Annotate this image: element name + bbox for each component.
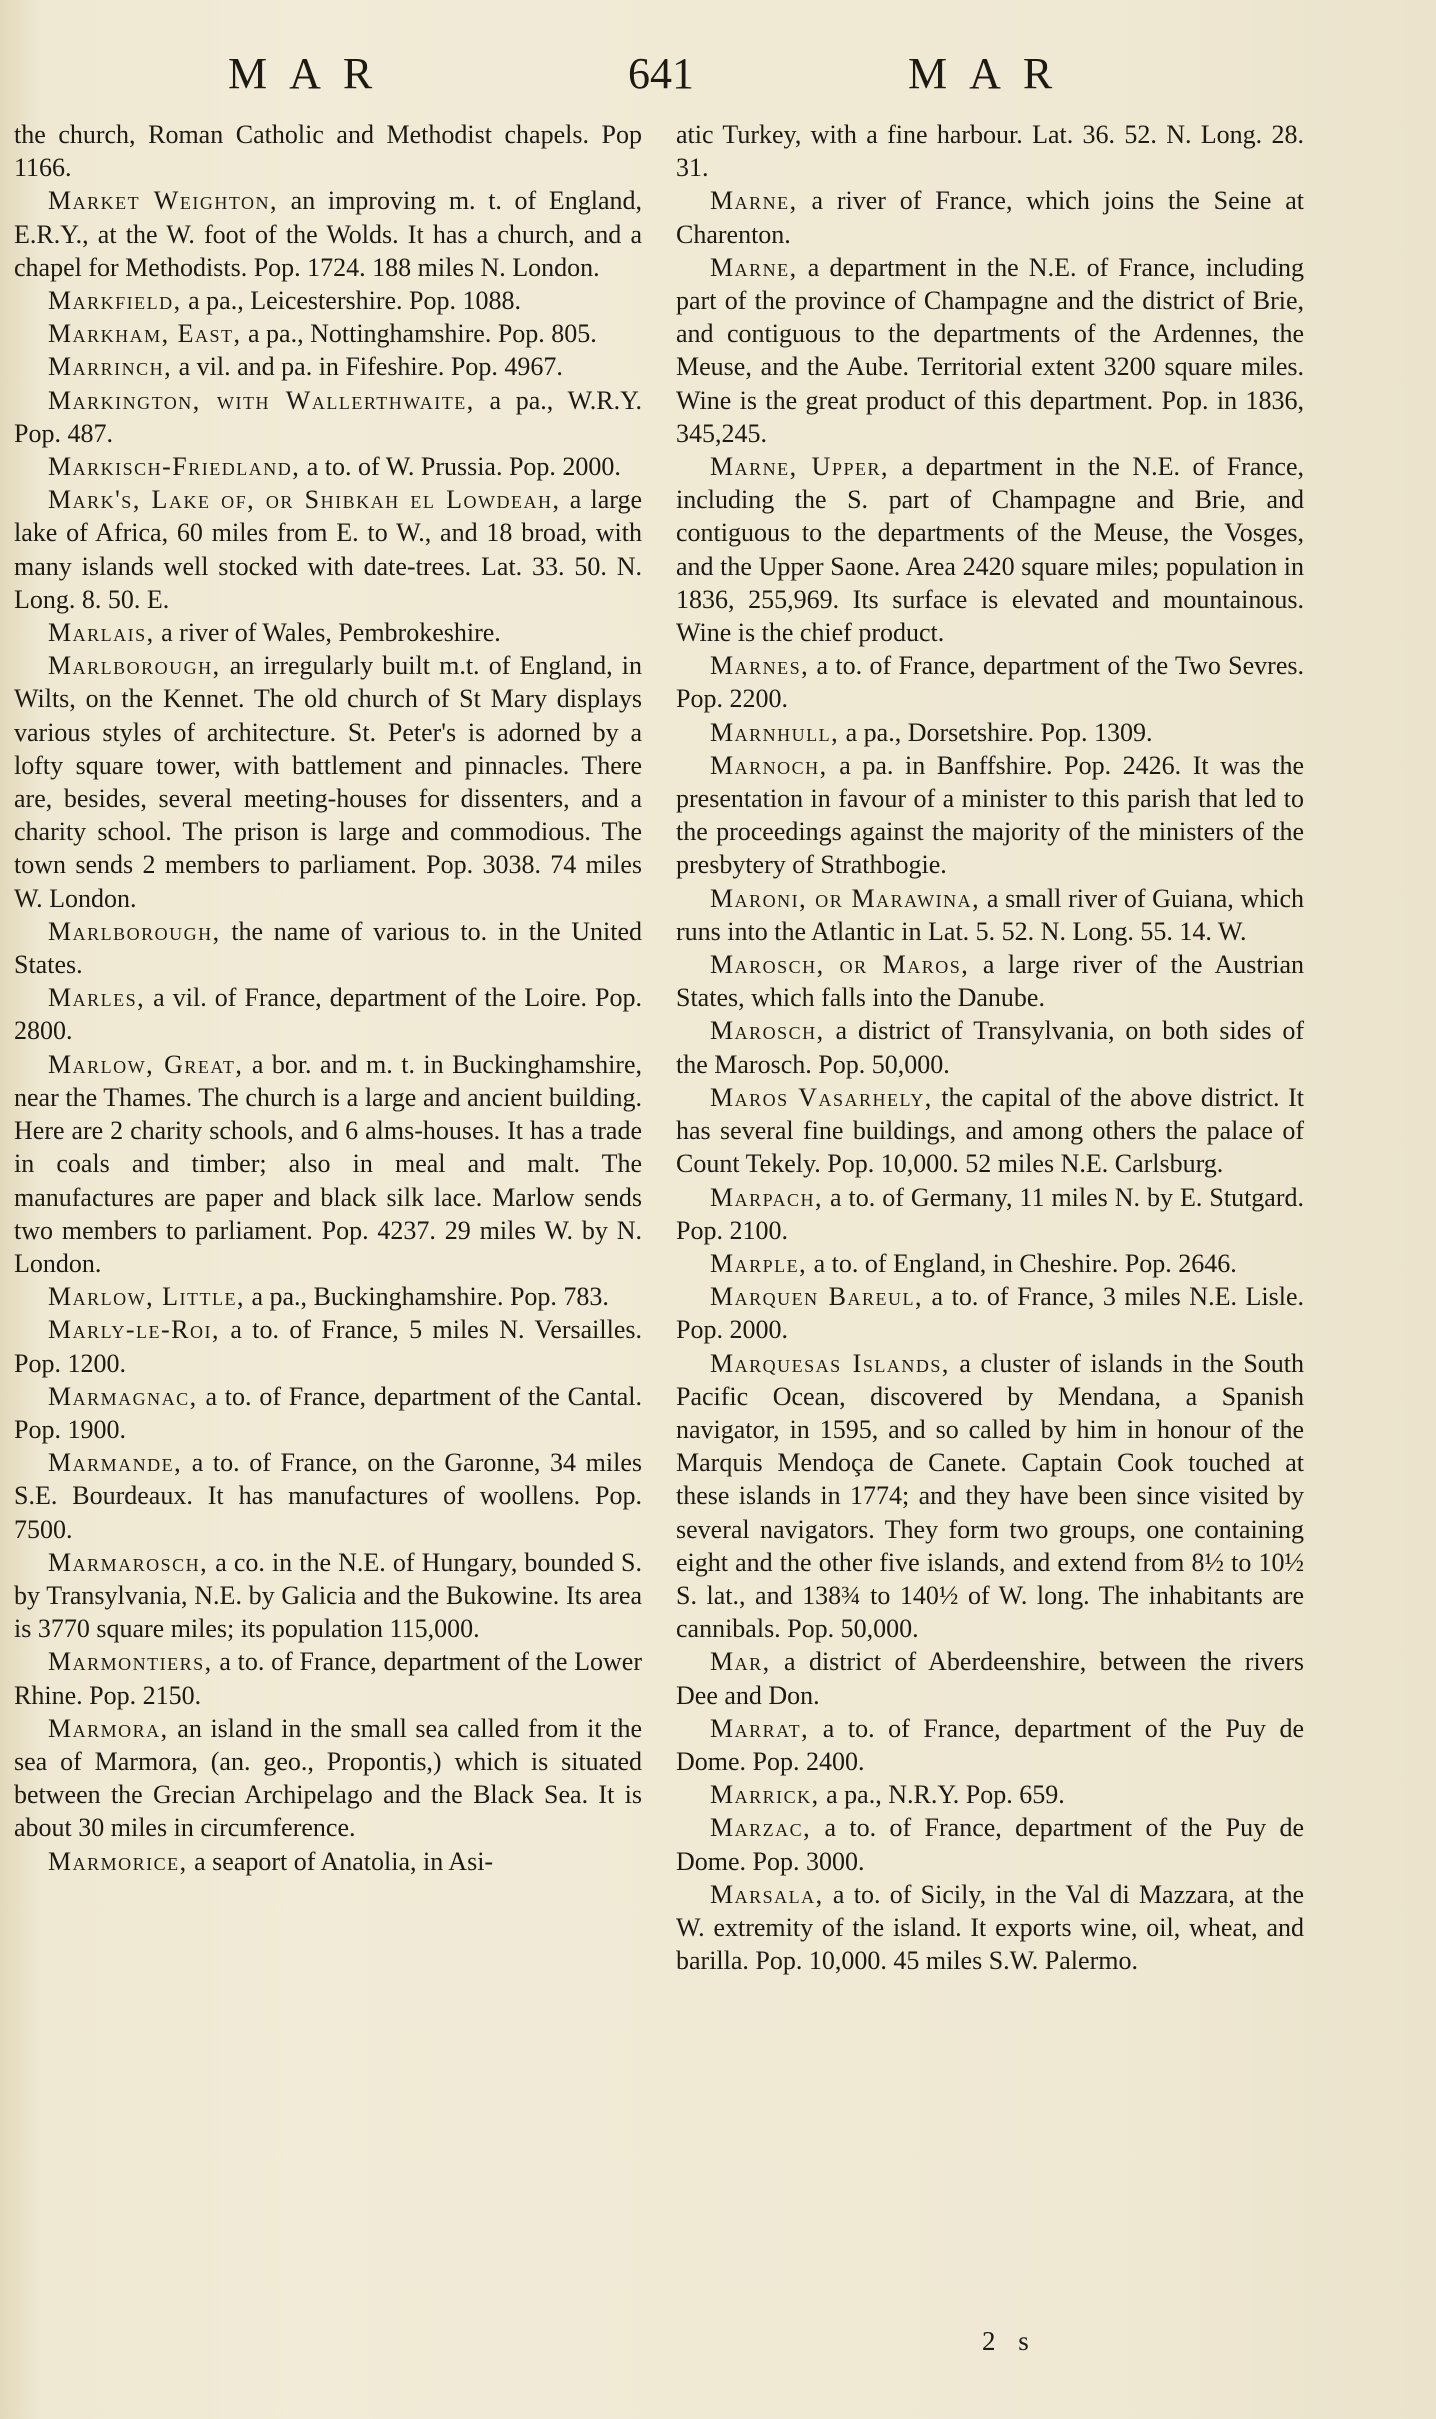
entry-headword: Marlborough, [48, 651, 221, 681]
gazetteer-entry [676, 1878, 1304, 1978]
entry-headword: Markington, with Wallerthwaite, [48, 385, 475, 415]
entry-text: a pa., Leicestershire. Pop. 1088. [188, 286, 521, 316]
gazetteer-entry [14, 184, 642, 284]
entry-headword: Marmagnac, [48, 1381, 198, 1411]
signature-mark: 2 s [982, 2326, 1037, 2356]
gazetteer-entry [14, 1446, 642, 1546]
entry-text: a bor. and m. t. in Buckinghamshire, near the Thames. The church is a large and ancient building. Here are 2 charity schools, and 6 alms-houses. It has a trade in coals and timber; also in meal and malt. The manufactures are paper and black silk lace. Marlow sends two members to parliament. Pop. 4237. 29 miles W. by N. London. [14, 1049, 643, 1278]
entry-headword: Marles, [48, 983, 146, 1013]
running-head-left: MAR [228, 49, 395, 98]
entry-text: a to. of France, 3 miles N.E. Lisle. Pop. 2000. [676, 1282, 1304, 1345]
entry-text: a small river of Guiana, which runs into the Atlantic in Lat. 5. 52. N. Long. 55. 14. W. [676, 883, 1304, 946]
gazetteer-entry [676, 251, 1304, 450]
gazetteer-entry [676, 716, 1304, 749]
entry-text: a pa., N.R.Y. Pop. 659. [826, 1780, 1065, 1810]
entry-headword: Marlborough, [48, 916, 221, 946]
entry-text: a to. of France, department of the Cantal. Pop. 1900. [14, 1381, 642, 1444]
entry-headword: Marmora, [48, 1713, 169, 1743]
entry-text: an island in the small sea called from it the sea of Marmora, (an. geo., Propontis,) which is situated between the Grecian Archipelago and the Black Sea. It is about 30 miles in circumference. [14, 1713, 642, 1843]
gazetteer-entry [14, 450, 642, 483]
entry-text: the name of various to. in the United States. [14, 916, 642, 980]
gazetteer-entry [14, 915, 642, 981]
entry-text: a to. of W. Prussia. Pop. 2000. [306, 452, 621, 482]
entry-text: a district of Transylvania, on both sides of the Marosch. Pop. 50,000. [676, 1016, 1304, 1079]
entry-headword: Marquen Bareul, [710, 1282, 923, 1312]
gazetteer-entry [14, 649, 642, 915]
entry-text: a vil. of France, department of the Loire. Pop. 2800. [14, 983, 642, 1046]
right-column [676, 118, 1304, 1977]
entry-text: a to. of England, in Cheshire. Pop. 2646. [813, 1248, 1237, 1278]
gazetteer-entry [676, 1811, 1304, 1877]
entry-headword: Marpach, [710, 1182, 823, 1212]
entry-headword: Mark's, Lake of, or Shibkah el Lowdeah, [48, 485, 561, 515]
gazetteer-entry [676, 1645, 1304, 1711]
gazetteer-entry [676, 1247, 1304, 1280]
gazetteer-entry [676, 882, 1304, 948]
entry-text: a to. of France, 5 miles N. Versailles. Pop. 1200. [14, 1315, 642, 1378]
gazetteer-entry [14, 1712, 642, 1845]
entry-text: an improving m. t. of England, E.R.Y., at the W. foot of the Wolds. It has a church, and a chapel for Methodists. Pop. 1724. 188 miles N. London. [14, 186, 643, 282]
gazetteer-entry [14, 1048, 642, 1280]
entry-headword: Marzac, [710, 1813, 812, 1843]
entry-text: a cluster of islands in the South Pacific Ocean, discovered by Mendana, a Spanish navigator, in 1595, and so called by him in honour of the Marquis Mendoça de Canete. Captain Cook touched at these islands in 1774; and they have been since visited by several navigators. They form two groups, one containing eight and the other five islands, and extend from 8½ to 10½ S. lat., and 138¾ to 140½ of W. long. The inhabitants are cannibals. Pop. 50,000. [676, 1348, 1304, 1644]
entry-headword: Markisch-Friedland, [48, 452, 301, 482]
gazetteer-entry [14, 284, 642, 317]
entry-headword: Markham, East, [48, 319, 242, 349]
gazetteer-entry [14, 1280, 642, 1313]
entry-headword: Marmande, [48, 1448, 183, 1478]
entry-headword: Maroni, or Marawina, [710, 883, 981, 913]
entry-text: a pa., Dorsetshire. Pop. 1309. [845, 717, 1153, 747]
gazetteer-entry [676, 1014, 1304, 1080]
gazetteer-entry [14, 1546, 642, 1646]
gazetteer-entry [676, 1712, 1304, 1778]
left-column [14, 118, 642, 1878]
entry-headword: Marlais, [48, 618, 155, 648]
entry-headword: Markfield, [48, 286, 182, 316]
gazetteer-entry [14, 616, 642, 649]
entry-text: a to. of France, department of the Lower Rhine. Pop. 2150. [14, 1647, 643, 1710]
entry-text: a to. of France, department of the Two Sevres. Pop. 2200. [676, 651, 1304, 714]
entry-text: atic Turkey, with a fine harbour. Lat. 36. 52. N. Long. 28. 31. [676, 120, 1304, 183]
gazetteer-entry [14, 118, 642, 184]
entry-text: a to. of Germany, 11 miles N. by E. Stutgard. Pop. 2100. [676, 1182, 1305, 1245]
entry-text: a pa., Nottinghamshire. Pop. 805. [248, 319, 597, 349]
gazetteer-entry [14, 981, 642, 1047]
entry-text: a district of Aberdeenshire, between the rivers Dee and Don. [676, 1647, 1304, 1710]
entry-headword: Mar, [710, 1647, 771, 1677]
gazetteer-entry [676, 948, 1304, 1014]
gazetteer-entry [14, 483, 642, 616]
entry-text: a river of France, which joins the Seine at Charenton. [676, 186, 1304, 249]
entry-text: a vil. and pa. in Fifeshire. Pop. 4967. [178, 352, 563, 382]
entry-headword: Marlow, Great, [48, 1049, 244, 1079]
gazetteer-entry [676, 1347, 1304, 1646]
gazetteer-entry [676, 184, 1304, 250]
entry-headword: Marne, Upper, [710, 452, 889, 482]
entry-headword: Marquesas Islands, [710, 1348, 950, 1378]
entry-text: a to. of France, on the Garonne, 34 miles S.E. Bourdeaux. It has manufactures of woollens. Pop. 7500. [14, 1448, 642, 1544]
entry-headword: Marmontiers, [48, 1647, 213, 1677]
running-head-right: MAR [908, 49, 1075, 98]
gazetteer-entry [676, 1181, 1304, 1247]
entry-text: a pa., Buckinghamshire. Pop. 783. [251, 1282, 609, 1312]
entry-headword: Marrat, [710, 1713, 810, 1743]
gazetteer-entry [14, 1313, 642, 1379]
entry-text: a river of Wales, Pembrokeshire. [161, 618, 501, 648]
entry-text: a seaport of Anatolia, in Asi- [194, 1846, 494, 1876]
gazetteer-entry [676, 1280, 1304, 1346]
entry-text: a to. of France, department of the Puy de Dome. Pop. 2400. [676, 1713, 1305, 1776]
entry-headword: Marple, [710, 1248, 808, 1278]
entry-headword: Marrinch, [48, 352, 173, 382]
entry-text: a to. of Sicily, in the Val di Mazzara, at the W. extremity of the island. It exports wine, oil, wheat, and barilla. Pop. 10,000. 45 miles S.W. Palermo. [676, 1879, 1304, 1976]
gazetteer-entry [14, 384, 642, 450]
entry-text: a large river of the Austrian States, which falls into the Danube. [676, 950, 1305, 1013]
entry-headword: Marosch, [710, 1016, 825, 1046]
entry-text: a co. in the N.E. of Hungary, bounded S. by Transylvania, N.E. by Galicia and the Bukowine. Its area is 3770 square miles; its population 115,000. [14, 1547, 643, 1644]
gazetteer-entry [14, 317, 642, 350]
gazetteer-entry [14, 350, 642, 383]
entry-headword: Marmorice, [48, 1846, 188, 1876]
entry-headword: Marnhull, [710, 717, 840, 747]
entry-headword: Marnes, [710, 651, 810, 681]
gazetteer-entry [676, 749, 1304, 882]
gazetteer-entry [676, 1778, 1304, 1811]
entry-headword: Marosch, or Maros, [710, 950, 970, 980]
entry-text: a pa., W.R.Y. Pop. 487. [14, 385, 642, 448]
gazetteer-entry [676, 450, 1304, 649]
entry-text: a large lake of Africa, 60 miles from E. to W., and 18 broad, with many islands well stocked with date-trees. Lat. 33. 50. N. Long. 8. 50. E. [14, 485, 642, 614]
entry-text: a department in the N.E. of France, including the S. part of Champagne and Brie, and contiguous to the departments of the Meuse, the Vosges, and the Upper Saone. Area 2420 square miles; population in 1836, 255,969. Its surface is elevated and mountainous. Wine is the chief product. [676, 452, 1305, 648]
entry-headword: Marlow, Little, [48, 1282, 245, 1312]
gazetteer-entry [676, 118, 1304, 184]
entry-headword: Marrick, [710, 1780, 820, 1810]
gazetteer-entry [676, 1081, 1304, 1181]
entry-headword: Market Weighton, [48, 186, 278, 216]
gazetteer-entry [14, 1380, 642, 1446]
entry-headword: Marnoch, [710, 750, 828, 780]
entry-text: the capital of the above district. It has several fine buildings, and among others the palace of Count Tekely. Pop. 10,000. 52 miles N.E. Carlsburg. [676, 1082, 1305, 1179]
entry-headword: Marne, [710, 252, 798, 282]
entry-headword: Marsala, [710, 1879, 824, 1909]
entry-headword: Marmarosch, [48, 1547, 209, 1577]
entry-headword: Marne, [710, 186, 798, 216]
gazetteer-entry [14, 1645, 642, 1711]
entry-text: the church, Roman Catholic and Methodist chapels. Pop 1166. [14, 120, 642, 183]
entry-text: a pa. in Banffshire. Pop. 2426. It was the presentation in favour of a minister to this parish that led to the proceedings against the majority of the ministers of the presbytery of Strathbogie. [676, 750, 1304, 880]
gazetteer-entry [676, 649, 1304, 715]
gazetteer-entry [14, 1845, 642, 1878]
entry-text: a to. of France, department of the Puy de Dome. Pop. 3000. [676, 1813, 1305, 1876]
entry-text: an irregularly built m.t. of England, in Wilts, on the Kennet. The old church of St Mary displays various styles of architecture. St. Peter's is adorned by a lofty square tower, with battlement and pinnacles. There are, besides, several meeting-houses for dissenters, and a charity school. The prison is large and commodious. The town sends 2 members to parliament. Pop. 3038. 74 miles W. London. [14, 651, 642, 913]
entry-headword: Marly-le-Roi, [48, 1315, 220, 1345]
entry-headword: Maros Vasarhely, [710, 1082, 933, 1112]
entry-text: a department in the N.E. of France, including part of the province of Champagne and the district of Brie, and contiguous to the departments of the Ardennes, the Meuse, and the Aube. Territorial extent 3200 square miles. Wine is the great product of this department. Pop. in 1836, 345,245. [676, 252, 1304, 448]
page-number: 641 [628, 49, 694, 98]
